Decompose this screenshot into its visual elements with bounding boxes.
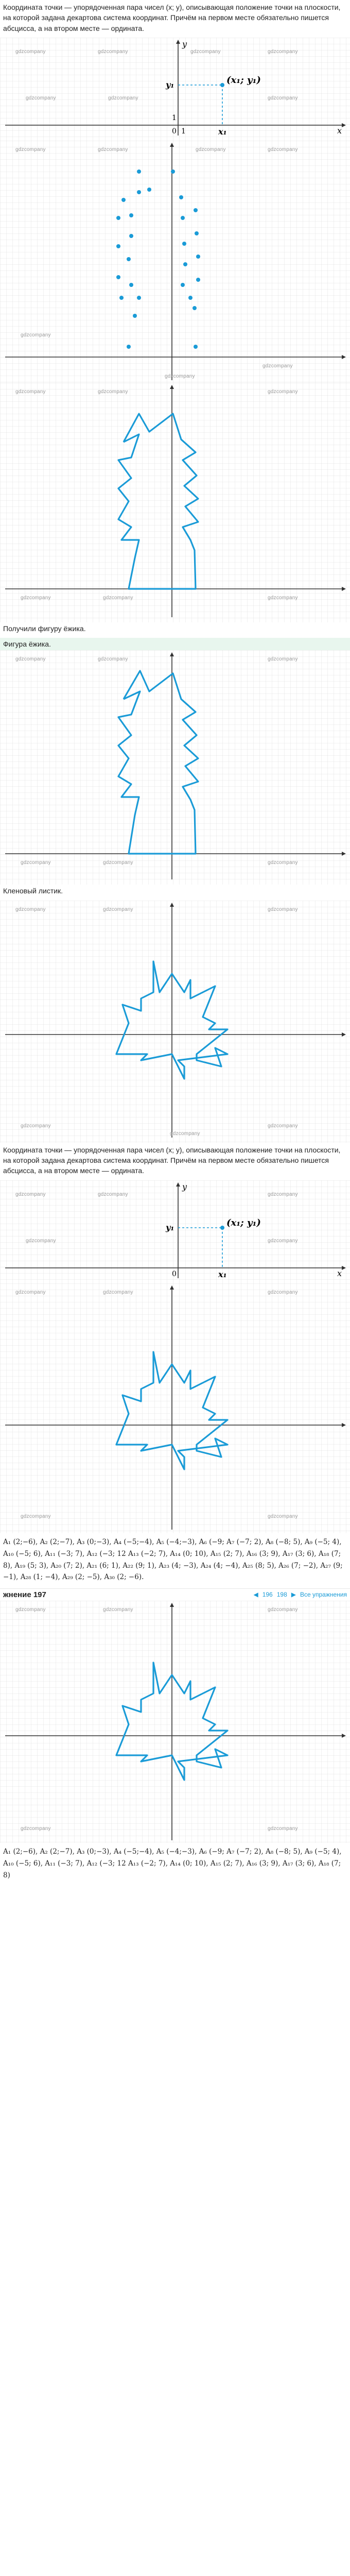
figure-coordinate-point-2 xyxy=(0,1180,350,1283)
hedgehog-point xyxy=(127,257,131,261)
y1-label-2: y₁ xyxy=(166,1222,174,1232)
hedgehog-point xyxy=(183,262,187,266)
hedgehog-point xyxy=(182,242,186,246)
figure-hedgehog-labeled xyxy=(0,650,350,885)
leaf-final-svg xyxy=(0,1601,350,1843)
next-exercise-link[interactable]: 198 xyxy=(276,1591,287,1599)
prev-exercise-link[interactable]: 196 xyxy=(262,1591,273,1599)
svg-text:gdzcompany: gdzcompany xyxy=(15,1289,46,1295)
svg-text:gdzcompany: gdzcompany xyxy=(268,1123,298,1129)
hedgehog-point xyxy=(121,198,126,202)
maple-caption: Кленовый листик. xyxy=(3,887,63,895)
hedgehog-point xyxy=(137,170,141,174)
svg-text:gdzcompany: gdzcompany xyxy=(268,1191,298,1197)
svg-text:gdzcompany: gdzcompany xyxy=(165,373,195,379)
svg-text:gdzcompany: gdzcompany xyxy=(268,146,298,152)
svg-text:gdzcompany: gdzcompany xyxy=(268,595,298,601)
hedgehog-point xyxy=(181,283,185,287)
hedgehog-point xyxy=(129,283,133,287)
svg-text:gdzcompany: gdzcompany xyxy=(268,48,298,55)
intro-paragraph-2: Координата точки — упорядоченная пара чисел (x; y), описывающая положение точки на плоскости, на которой задана декартова система координат. Причём на первом месте обязательно пишется абсцисса, а на втором месте — ордината. xyxy=(3,1145,341,1175)
svg-text:gdzcompany: gdzcompany xyxy=(170,1130,200,1137)
svg-text:gdzcompany: gdzcompany xyxy=(15,48,46,55)
figure-hedgehog-polygon xyxy=(0,383,350,622)
figure-hedgehog-points xyxy=(0,141,350,383)
svg-text:gdzcompany: gdzcompany xyxy=(103,906,133,912)
y-axis-label: y xyxy=(182,39,187,49)
hedgehog-labeled-svg xyxy=(0,650,350,885)
svg-text:gdzcompany: gdzcompany xyxy=(268,1238,298,1244)
hedgehog-point xyxy=(127,345,131,349)
svg-text:gdzcompany: gdzcompany xyxy=(98,146,128,152)
svg-text:gdzcompany: gdzcompany xyxy=(15,146,46,152)
hedgehog-point xyxy=(196,255,200,259)
svg-text:gdzcompany: gdzcompany xyxy=(268,1513,298,1519)
hedgehog-point xyxy=(196,278,200,282)
hedgehog-point xyxy=(181,216,185,220)
svg-text:gdzcompany: gdzcompany xyxy=(268,95,298,101)
hedgehog-point xyxy=(116,244,120,248)
point-label: (x₁; y₁) xyxy=(226,74,261,86)
svg-text:gdzcompany: gdzcompany xyxy=(98,656,128,663)
coordinates-list: A₁ (2;−6), A₂ (2;−7), A₃ (0;−3), A₄ (−5;−4), A₅ (−4;−3), A₆ (−9; A₇ (−7; 2), A₈ (−8; 5), A₉ (−5; 4), A₁₀ (−5; 6), A₁₁ (−3; 7), A₁₂ (−3; 12 A₁₃ (−2; 7), A₁₄ (0; 10), A₁₅ (2; 7), A₁₆ (3; 9), A₁₇ (3; 6), A₁₈ (7; 8), A₁₉ (5; 3), A₂₀ (7; 2), A₂₁ (6; 1), A₂₂ (9; 1), A₂₃ (4; −3), A₂₄ (4; −4), A₂₅ (8; 5), A₂₆ (7; −2), A₂₇ (9; −1), A₂₈ (1; −4), A₂₉ (2; −5), A₃₀ (2; −6). xyxy=(3,1537,343,1582)
hedgehog-polygon-svg xyxy=(0,383,350,622)
x1-label: x₁ xyxy=(218,126,227,137)
one-y-label: 1 xyxy=(172,113,177,122)
hedgehog-point xyxy=(133,314,137,318)
all-exercises-link[interactable]: Все упражнения xyxy=(300,1591,347,1599)
hedgehog-points-svg xyxy=(0,141,350,383)
svg-text:gdzcompany: gdzcompany xyxy=(103,1289,133,1295)
svg-text:gdzcompany: gdzcompany xyxy=(190,48,221,55)
hedgehog-point xyxy=(171,170,175,174)
y1-label: y₁ xyxy=(166,79,174,90)
svg-text:gdzcompany: gdzcompany xyxy=(21,860,51,866)
exercise-nav-bar xyxy=(0,1588,350,1601)
x-axis-label-2: x xyxy=(337,1268,342,1278)
svg-text:gdzcompany: gdzcompany xyxy=(268,1289,298,1295)
svg-text:gdzcompany: gdzcompany xyxy=(98,1191,128,1197)
svg-text:gdzcompany: gdzcompany xyxy=(268,860,298,866)
hedgehog-point xyxy=(188,296,192,300)
coordinate-point-svg xyxy=(0,38,350,141)
hedgehog-point xyxy=(195,231,199,235)
hedgehog-point xyxy=(129,234,133,238)
origin-label-2: 0 xyxy=(172,1269,177,1278)
svg-text:gdzcompany: gdzcompany xyxy=(98,48,128,55)
hedgehog-caption: Получили фигуру ёжика. xyxy=(3,624,86,633)
figure-coordinate-point xyxy=(0,38,350,141)
svg-text:gdzcompany: gdzcompany xyxy=(108,95,138,101)
x1-label-2: x₁ xyxy=(218,1269,227,1279)
hedgehog-point xyxy=(192,306,197,310)
hedgehog-point xyxy=(194,208,198,212)
svg-text:gdzcompany: gdzcompany xyxy=(21,1513,51,1519)
svg-text:gdzcompany: gdzcompany xyxy=(21,1123,51,1129)
svg-text:gdzcompany: gdzcompany xyxy=(103,860,133,866)
svg-text:gdzcompany: gdzcompany xyxy=(103,595,133,601)
maple-leaf-svg xyxy=(0,901,350,1143)
svg-text:gdzcompany: gdzcompany xyxy=(15,1607,46,1613)
hedgehog-strip: Фигура ёжика. xyxy=(0,638,350,650)
leaf-labeled-svg xyxy=(0,1283,350,1533)
y-axis-label-2: y xyxy=(182,1181,187,1192)
hedgehog-point xyxy=(194,345,198,349)
svg-text:gdzcompany: gdzcompany xyxy=(26,95,56,101)
hedgehog-point xyxy=(119,296,124,300)
svg-text:gdzcompany: gdzcompany xyxy=(268,906,298,912)
origin-label: 0 xyxy=(172,127,177,135)
svg-text:gdzcompany: gdzcompany xyxy=(103,1607,133,1613)
next-arrow-icon[interactable]: ▶ xyxy=(291,1591,296,1599)
x-axis-label: x xyxy=(337,125,342,135)
svg-text:gdzcompany: gdzcompany xyxy=(196,146,226,152)
svg-text:gdzcompany: gdzcompany xyxy=(268,388,298,395)
svg-text:gdzcompany: gdzcompany xyxy=(268,1607,298,1613)
svg-text:gdzcompany: gdzcompany xyxy=(15,1191,46,1197)
one-x-label: 1 xyxy=(181,127,186,135)
figure-leaf-labeled xyxy=(0,1283,350,1533)
intro-paragraph: Координата точки — упорядоченная пара чисел (x; y), описывающая положение точки на плоскости, на которой задана декартова система координат. Причём на первом месте обязательно пишется абсцисса, а на втором месте — ордината. xyxy=(3,3,341,32)
hedgehog-point xyxy=(116,275,120,279)
exercise-title: жнение 197 xyxy=(3,1590,46,1600)
svg-text:gdzcompany: gdzcompany xyxy=(268,1826,298,1832)
hedgehog-point xyxy=(179,195,183,199)
hedgehog-point xyxy=(116,216,120,220)
svg-text:gdzcompany: gdzcompany xyxy=(98,388,128,395)
hedgehog-point xyxy=(129,213,133,217)
svg-text:gdzcompany: gdzcompany xyxy=(21,332,51,338)
exercise-nav xyxy=(253,1590,347,1599)
prev-arrow-icon[interactable]: ◀ xyxy=(253,1591,258,1599)
figure-maple-leaf xyxy=(0,901,350,1143)
hedgehog-point xyxy=(137,190,141,194)
figure-leaf-final xyxy=(0,1601,350,1843)
hedgehog-point xyxy=(147,188,151,192)
svg-text:gdzcompany: gdzcompany xyxy=(21,595,51,601)
svg-text:gdzcompany: gdzcompany xyxy=(21,1826,51,1832)
point-label-2: (x₁; y₁) xyxy=(226,1217,261,1228)
svg-text:gdzcompany: gdzcompany xyxy=(268,656,298,663)
svg-text:gdzcompany: gdzcompany xyxy=(15,388,46,395)
coordinates-list-2: A₁ (2;−6), A₂ (2;−7), A₃ (0;−3), A₄ (−5;−4), A₅ (−4;−3), A₆ (−9; A₇ (−7; 2), A₈ (−8; 5), A₉ (−5; 4), A₁₀ (−5; 6), A₁₁ (−3; 7), A₁₂ (−3; 12 A₁₃ (−2; 7), A₁₄ (0; 10), A₁₅ (2; 7), A₁₆ (3; 9), A₁₇ (3; 6), A₁₈ (7; 8) xyxy=(3,1848,342,1880)
svg-text:gdzcompany: gdzcompany xyxy=(15,906,46,912)
svg-text:gdzcompany: gdzcompany xyxy=(26,1238,56,1244)
coordinate-point-svg-2 xyxy=(0,1180,350,1283)
svg-text:gdzcompany: gdzcompany xyxy=(15,656,46,663)
hedgehog-point xyxy=(137,296,141,300)
svg-text:gdzcompany: gdzcompany xyxy=(262,363,293,369)
